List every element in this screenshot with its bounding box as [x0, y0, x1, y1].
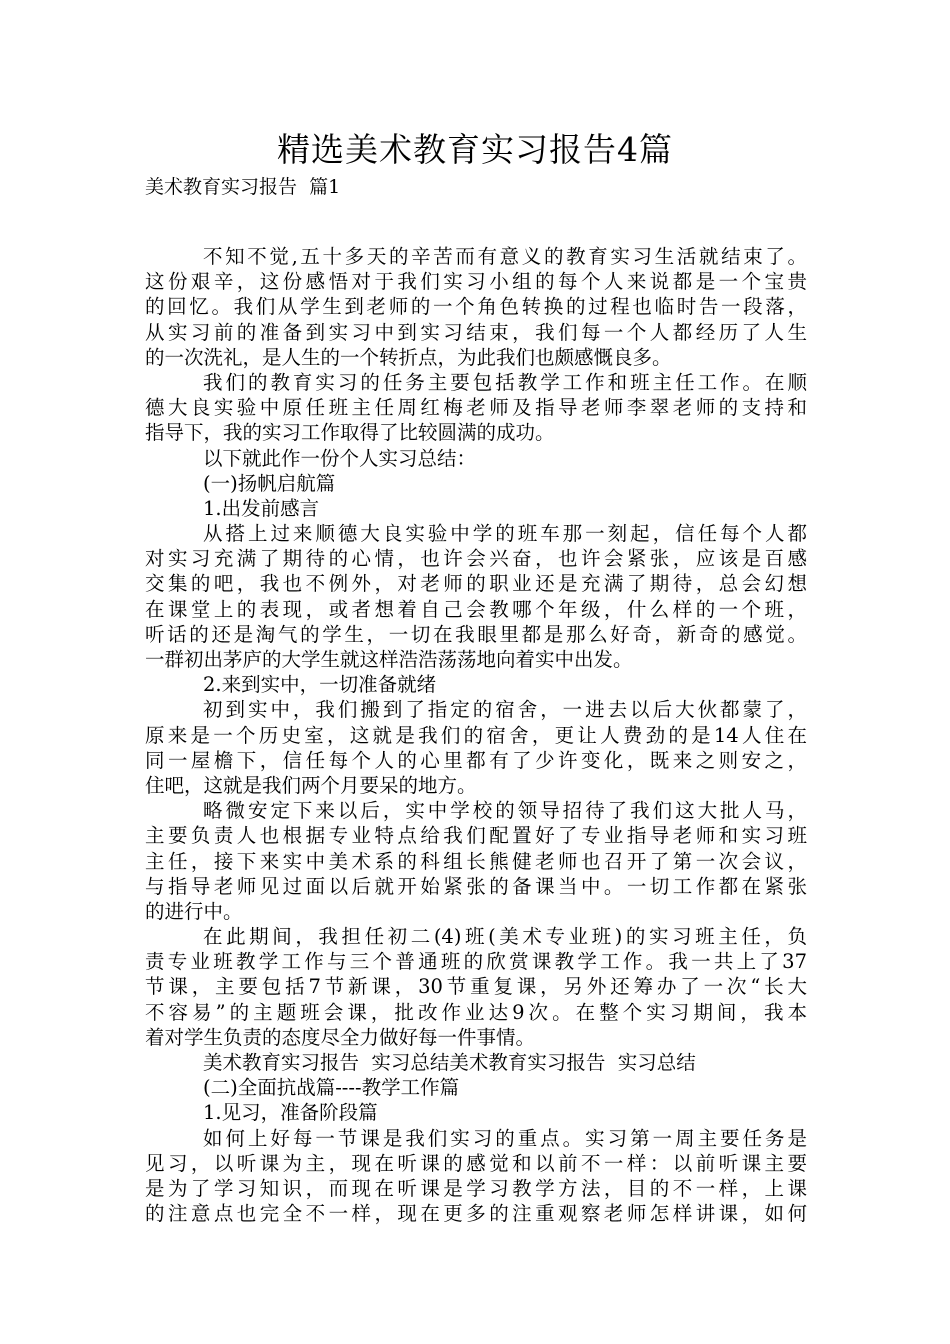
- body-line: 同一屋檐下，信任每个人的心里都有了少许变化，既来之则安之，: [145, 748, 807, 772]
- body-line: 不知不觉,五十多天的辛苦而有意义的教育实习生活就结束了。: [203, 245, 807, 268]
- body-line: 从搭上过来顺德大良实验中学的班车那一刻起，信任每个人都: [203, 522, 807, 546]
- body-line: 指导下，我的实习工作取得了比较圆满的成功。: [145, 421, 555, 445]
- body-line: 初到实中，我们搬到了指定的宿舍，一进去以后大伙都蒙了，: [203, 698, 807, 722]
- body-line: 见习，以听课为主，现在听课的感觉和以前不一样：以前听课主要: [145, 1151, 807, 1175]
- body-line: 在课堂上的表现，或者想着自己会教哪个年级，什么样的一个班，: [145, 597, 807, 621]
- body-line: 不容易”的主题班会课，批改作业达9次。在整个实习期间，我本: [145, 1000, 807, 1024]
- body-line: 主任，接下来实中美术系的科组长熊健老师也召开了第一次会议，: [145, 849, 807, 873]
- body-line: 1.出发前感言: [203, 496, 320, 520]
- body-line: 听话的还是淘气的学生，一切在我眼里都是那么好奇，新奇的感觉。: [145, 622, 807, 646]
- body-line: 以下就此作一份个人实习总结：: [203, 446, 477, 470]
- body-line: 节课，主要包括7节新课，30节重复课，另外还筹办了一次“长大: [145, 975, 807, 999]
- body-line: 着对学生负责的态度尽全力做好每一件事情。: [145, 1025, 536, 1049]
- body-line: 一群初出茅庐的大学生就这样浩浩荡荡地向着实中出发。: [145, 648, 633, 671]
- document-subtitle: 美术教育实习报告 篇1: [145, 176, 341, 198]
- body-line: 对实习充满了期待的心情，也许会兴奋，也许会紧张，应该是百感: [145, 547, 807, 571]
- body-line: 略微安定下来以后，实中学校的领导招待了我们这大批人马，: [203, 799, 807, 823]
- body-line: 如何上好每一节课是我们实习的重点。实习第一周主要任务是: [203, 1126, 807, 1150]
- body-line: 交集的吧，我也不例外，对老师的职业还是充满了期待，总会幻想: [145, 572, 807, 596]
- body-line: 美术教育实习报告 实习总结美术教育实习报告 实习总结: [203, 1051, 696, 1074]
- body-line: 这份艰辛，这份感悟对于我们实习小组的每个人来说都是一个宝贵: [145, 270, 807, 294]
- body-line: 与指导老师见过面以后就开始紧张的备课当中。一切工作都在紧张: [145, 874, 807, 898]
- body-line: 在此期间，我担任初二(4)班(美术专业班)的实习班主任，负: [203, 925, 807, 949]
- body-line: 德大良实验中原任班主任周红梅老师及指导老师李翠老师的支持和: [145, 396, 807, 420]
- body-line: (二)全面抗战篇----教学工作篇: [203, 1076, 460, 1100]
- body-line: 从实习前的准备到实习中到实习结束，我们每一个人都经历了人生: [145, 320, 807, 344]
- body-line: 2.来到实中，一切准备就绪: [203, 673, 437, 697]
- body-line: 的注意点也完全不一样，现在更多的注重观察老师怎样讲课，如何: [145, 1202, 807, 1226]
- body-line: 的进行中。: [145, 899, 243, 923]
- body-line: 我们的教育实习的任务主要包括教学工作和班主任工作。在顺: [203, 370, 807, 394]
- body-line: 的回忆。我们从学生到老师的一个角色转换的过程也临时告一段落，: [145, 295, 807, 319]
- document-body: [145, 244, 807, 1226]
- body-line: (一)扬帆启航篇: [203, 471, 336, 495]
- document-title: 精选美术教育实习报告4篇: [277, 130, 673, 169]
- body-line: 责专业班教学工作与三个普通班的欣赏课教学工作。我一共上了37: [145, 950, 807, 974]
- body-line: 是为了学习知识，而现在听课是学习教学方法，目的不一样，上课: [145, 1176, 807, 1200]
- body-line: 主要负责人也根据专业特点给我们配置好了专业指导老师和实习班: [145, 824, 807, 848]
- body-line: 1.见习，准备阶段篇: [203, 1101, 378, 1125]
- body-line: 的一次洗礼，是人生的一个转折点，为此我们也颇感慨良多。: [145, 345, 672, 369]
- body-line: 住吧，这就是我们两个月要呆的地方。: [145, 773, 477, 797]
- body-line: 原来是一个历史室，这就是我们的宿舍，更让人费劲的是14人住在: [145, 723, 807, 747]
